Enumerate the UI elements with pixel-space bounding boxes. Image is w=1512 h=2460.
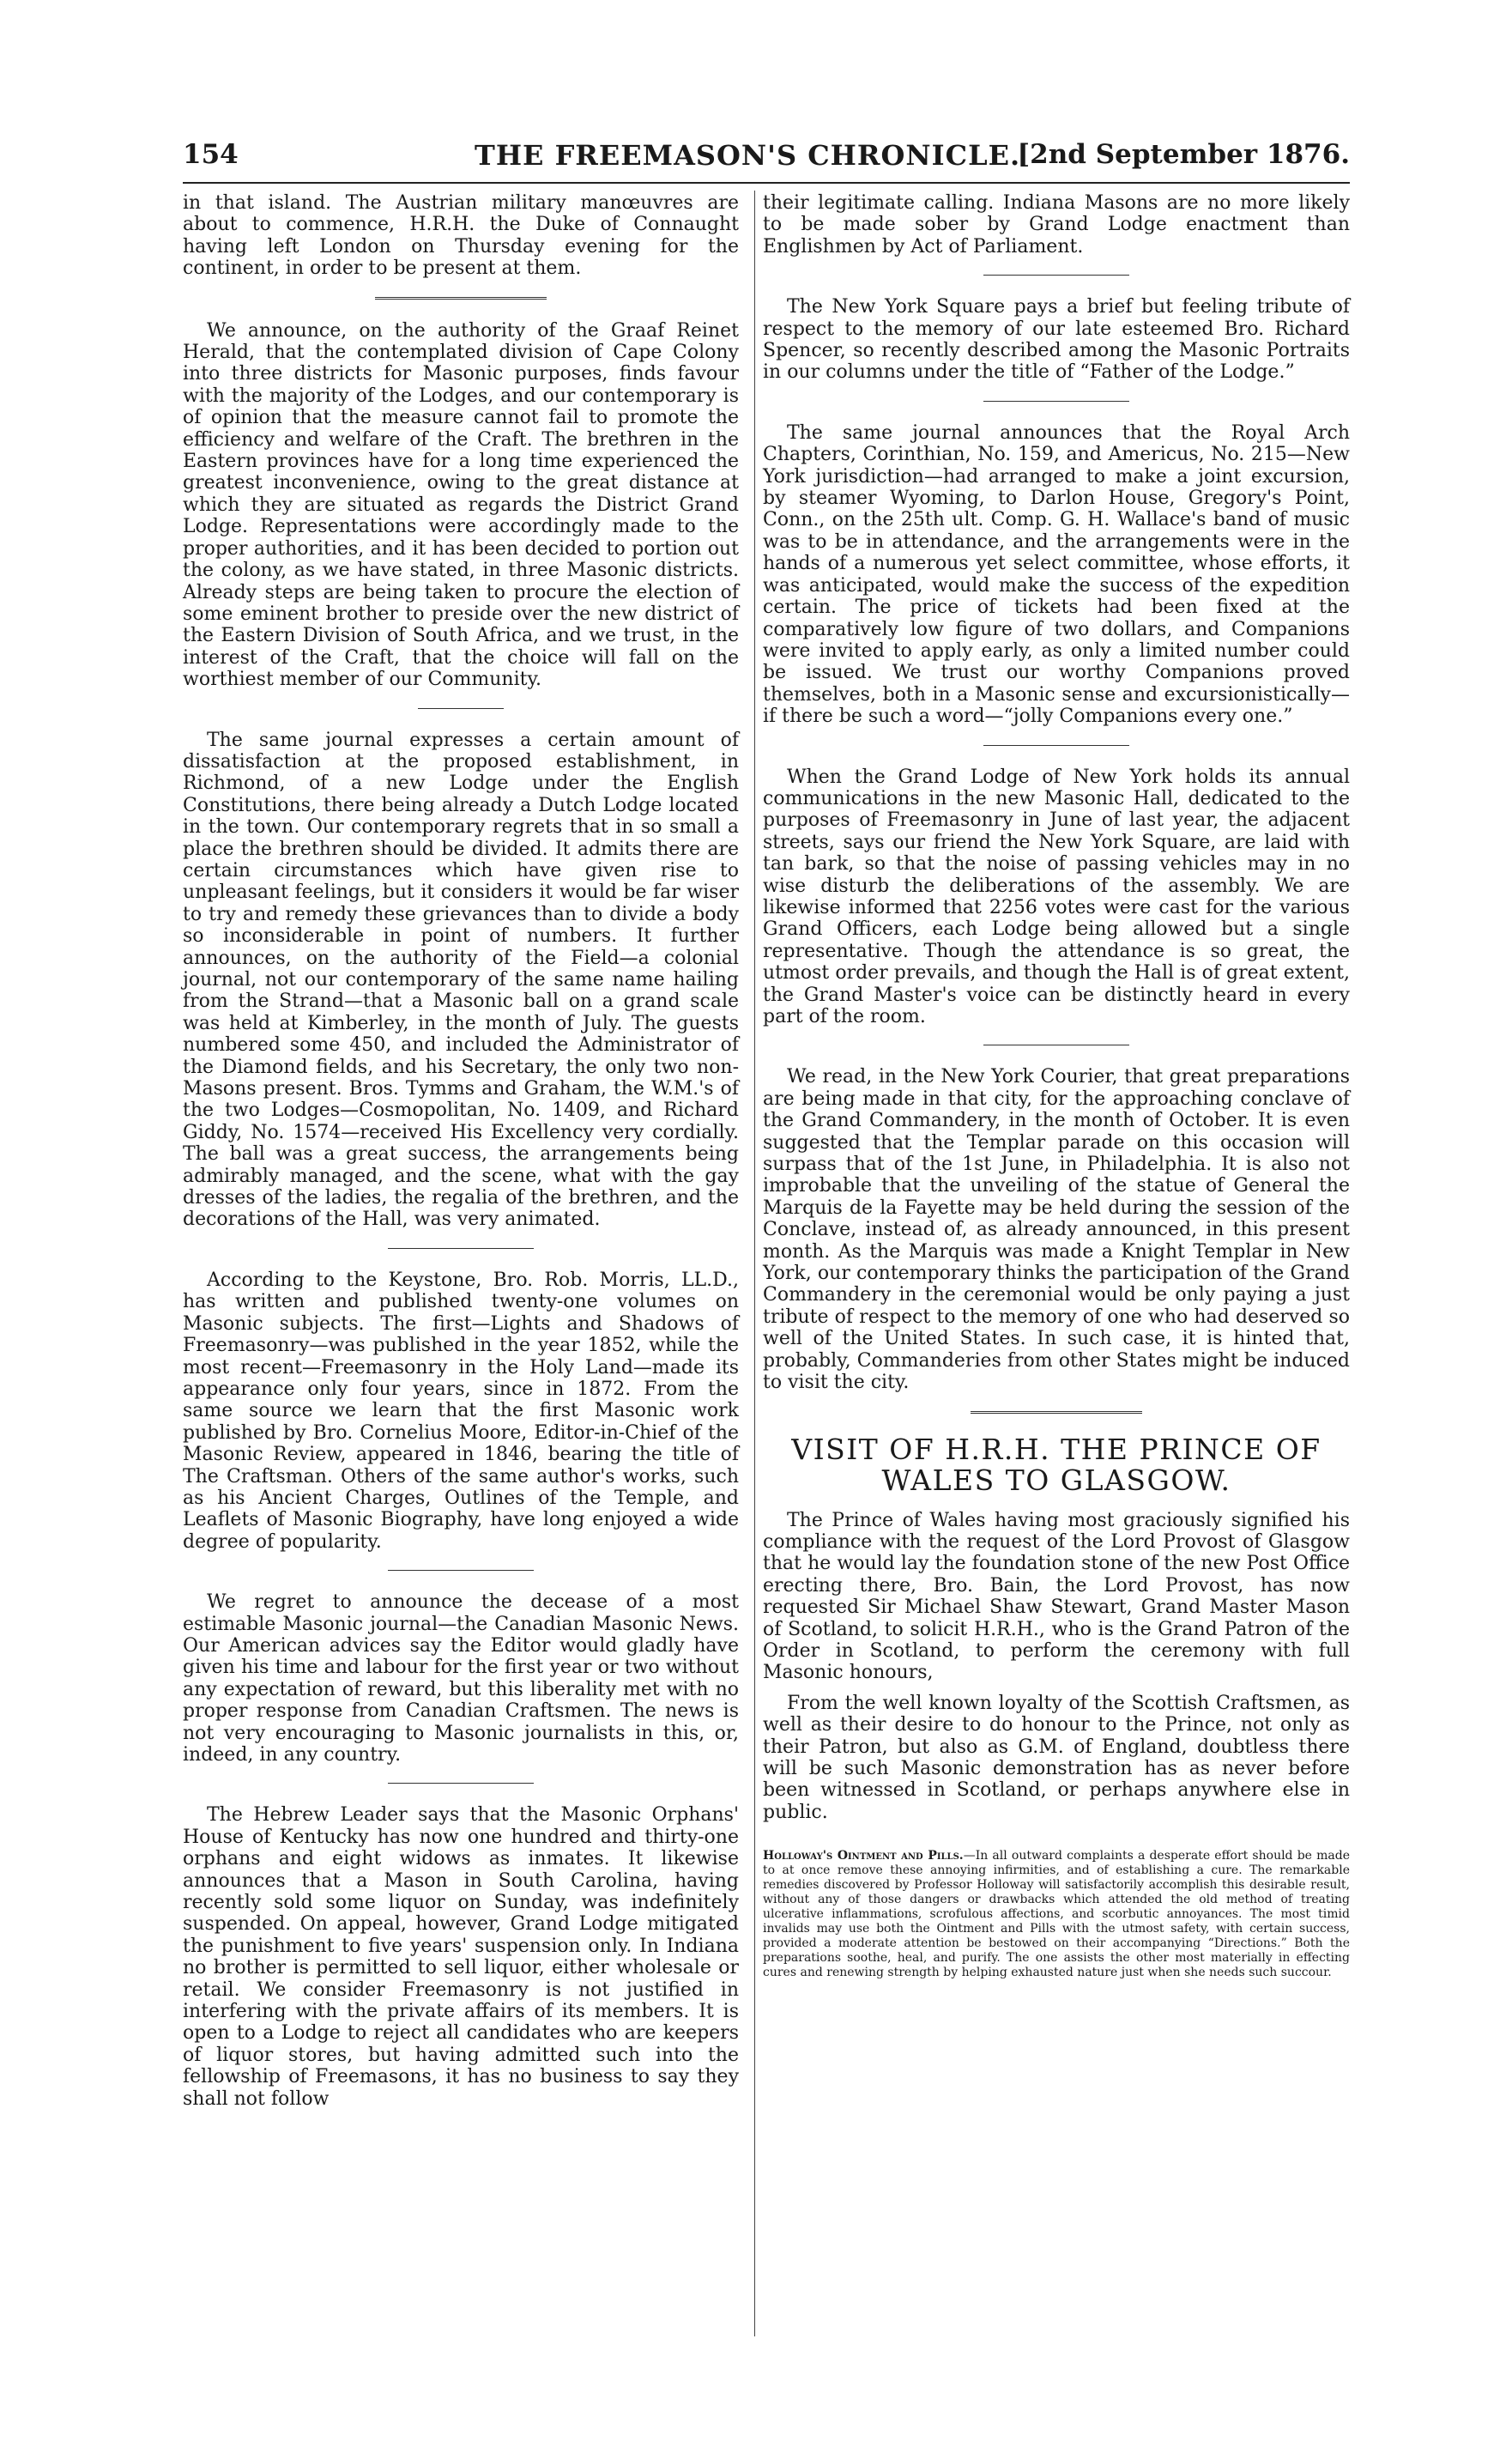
article-paragraph: their legitimate calling. Indiana Masons are no more likely to be made sober by Grand Lodge enactment than Englishmen by Act of Parliament. [763,192,1350,258]
section-separator [375,297,547,300]
article-paragraph: The same journal announces that the Royal Arch Chapters, Corinthian, No. 159, and Americus, No. 215—New York jurisdiction—had arranged to make a joint excursion, by steamer Wyoming, to Darlon House, Gregory's Point, Conn., on the 25th ult. Comp. G. H. Wallace's band of music was to be in attendance, and the arrangements were in the hands of a numerous yet select committee, whose efforts, it was anticipated, would make the success of the expedition certain. The price of tickets had been fixed at the comparatively low figure of two dollars, and Companions were invited to apply early, as only a limited number could be issued. We trust our worthy Companions proved themselves, both in a Masonic sense and excursionistically—if there be such a word—“jolly Companions every one.” [763,421,1350,728]
advertisement-notice [763,1849,1350,1980]
article-paragraph: From the well known loyalty of the Scottish Craftsmen, as well as their desire to do honour to the Prince, not only as their Patron, but also as G.M. of England, doubtless there will be such Masonic demonstration has as never before been witnessed in Scotland, or perhaps anywhere else in public. [763,1692,1350,1823]
article-paragraph: We read, in the New York Courier, that great preparations are being made in that city, for the approaching conclave of the Grand Commandery, in the month of October. It is even suggested that the Templar parade on this occasion will surpass that of the 1st June, in Philadelphia. It is also not improbable that the unveiling of the statue of General the Marquis de la Fayette may be held during the session of the Conclave, instead of, as already announced, in this present month. As the Marquis was made a Knight Templar in New York, our contemporary thinks the participation of the Grand Commandery in the ceremonial would be only paying a just tribute of respect to the memory of one who had deserved so well of the United States. In such case, it is hinted that, probably, Commanderies from other States might be induced to visit the city. [763,1066,1350,1394]
notice-lead: Holloway's Ointment and Pills. [763,1849,964,1863]
page-number: 154 [183,139,239,170]
article-paragraph: We announce, on the authority of the Graaf Reinet Herald, that the contemplated division of Cape Colony into three districts for Masonic purposes, finds favour with the majority of the Lodges, and our contemporary is of opinion that the measure cannot fail to promote the efficiency and welfare of the Craft. The brethren in the Eastern provinces have for a long time experienced the greatest inconvenience, owing to the great distance at which they are situated as regards the District Grand Lodge. Representations were accordingly made to the proper authorities, and it has been decided to portion out the colony, as we have stated, in three Masonic districts. Already steps are being taken to procure the election of some eminent brother to preside over the new district of the Eastern Division of South Africa, and we trust, in the interest of the Craft, that the choice will fall on the worthiest member of our Community. [183,319,739,691]
article-paragraph: The same journal expresses a certain amount of dissatisfaction at the proposed establishment, in Richmond, of a new Lodge under the English Constitutions, there being already a Dutch Lodge located in the town. Our contemporary regrets that in so small a place the brethren should be divided. It admits there are certain circumstances which have given rise to unpleasant feelings, but it considers it would be far wiser to try and remedy these grievances than to divide a body so inconsiderable in point of numbers. It further announces, on the authority of the Field—a colonial journal, not our contemporary of the same name hailing from the Strand—that a Masonic ball on a grand scale was held at Kimberley, in the month of July. The guests numbered some 450, and included the Administrator of the Diamond fields, and his Secretary, the only two non-Masons present. Bros. Tymms and Graham, the W.M.'s of the two Lodges—Cosmopolitan, No. 1409, and Richard Giddy, No. 1574—received His Excellency very cordially. The ball was a great success, the arrangements being admirably managed, and the scene, what with the gay dresses of the ladies, the regalia of the brethren, and the decorations of the Hall, was very animated. [183,729,739,1231]
section-separator [388,1783,534,1784]
article-paragraph: The New York Square pays a brief but feeling tribute of respect to the memory of our late esteemed Bro. Richard Spencer, so recently described among the Masonic Portraits in our columns under the title of “Father of the Lodge.” [763,296,1350,384]
section-separator [983,401,1129,402]
article-paragraph: We regret to announce the decease of a most estimable Masonic journal—the Canadian Masonic News. Our American advices say the Editor would gladly have given his time and labour for the first year or two without any expectation of reward, but this liberality met with no proper response from Canadian Craftsmen. The news is not very encouraging to Masonic journalists in this, or, indeed, in any country. [183,1591,739,1766]
right-column [763,192,1350,1992]
masthead [183,139,1350,173]
article-paragraph: When the Grand Lodge of New York holds its annual communications in the new Masonic Hall, dedicated to the purposes of Freemasonry in June of last year, the adjacent streets, says our friend the New York Square, are laid with tan bark, so that the noise of passing vehicles may in no wise disturb the deliberations of the assembly. We are likewise informed that 2256 votes were cast for the various Grand Officers, each Lodge being allowed but a single representative. Though the attendance is so great, the utmost order prevails, and though the Hall is of great extent, the Grand Master's voice can be distinctly heard in every part of the room. [763,766,1350,1027]
newspaper-title: THE FREEMASON'S CHRONICLE. [475,139,1021,172]
section-separator [983,275,1129,276]
section-separator [983,745,1129,746]
article-paragraph: According to the Keystone, Bro. Rob. Morris, LL.D., has written and published twenty-one volumes on Masonic subjects. The first—Lights and Shadows of Freemasonry—was published in the year 1852, while the most recent—Freemasonry in the Holy Land—made its appearance only four years, since in 1872. From the same source we learn that the first Masonic work published by Bro. Cornelius Moore, Editor-in-Chief of the Masonic Review, appeared in 1846, bearing the title of The Craftsman. Others of the same author's works, such as his Ancient Charges, Outlines of the Temple, and Leaflets of Masonic Biography, have long enjoyed a wide degree of popularity. [183,1269,739,1553]
article-paragraph: in that island. The Austrian military manœuvres are about to commence, H.R.H. the Duke of Connaught having left London on Thursday evening for the continent, in order to be present at them. [183,192,739,280]
article-paragraph: The Prince of Wales having most graciously signified his compliance with the request of the Lord Provost of Glasgow that he would lay the foundation stone of the new Post Office erecting there, Bro. Bain, the Lord Provost, has now requested Sir Michael Shaw Stewart, Grand Master Mason of Scotland, to solicit H.R.H., who is the Grand Patron of the Order in Scotland, to perform the ceremony with full Masonic honours, [763,1509,1350,1684]
notice-body: —In all outward complaints a desperate effort should be made to at once remove these annoying infirmities, and of establishing a cure. The remarkable remedies discovered by Professor Holloway will satisfactorily accomplish this desirable result, without any of those dangers or drawbacks which attended the old method of treating ulcerative inflammations, scrofulous affections, and scorbutic annoyances. The most timid invalids may use both the Ointment and Pills with the utmost safety, with certain success, provided a moderate attention be bestowed on their accompanying “Directions.” Both the preparations soothe, heal, and purify. The one assists the other most materially in effecting cures and renewing strength by helping exhausted nature just when she needs such succour. [763,1849,1350,1980]
column-divider [754,191,755,2336]
section-separator [971,1411,1142,1414]
masthead-rule [183,182,1350,184]
section-separator [388,1248,534,1249]
issue-date: [2nd September 1876. [1017,139,1350,170]
article-heading: VISIT OF H.R.H. THE PRINCE OF WALES TO GLASGOW. [791,1432,1321,1497]
section-separator [418,708,504,709]
section-separator [388,1570,534,1571]
left-column [183,192,739,2118]
article-paragraph: The Hebrew Leader says that the Masonic Orphans' House of Kentucky has now one hundred and thirty-one orphans and eight widows as inmates. It likewise announces that a Mason in South Carolina, having recently sold some liquor on Sunday, was indefinitely suspended. On appeal, however, Grand Lodge mitigated the punishment to five years' suspension only. In Indiana no brother is permitted to sell liquor, either wholesale or retail. We consider Freemasonry is not justified in interfering with the private affairs of its members. It is open to a Lodge to reject all candidates who are keepers of liquor stores, but having admitted such into the fellowship of Freemasons, it has no business to say they shall not follow [183,1804,739,2110]
